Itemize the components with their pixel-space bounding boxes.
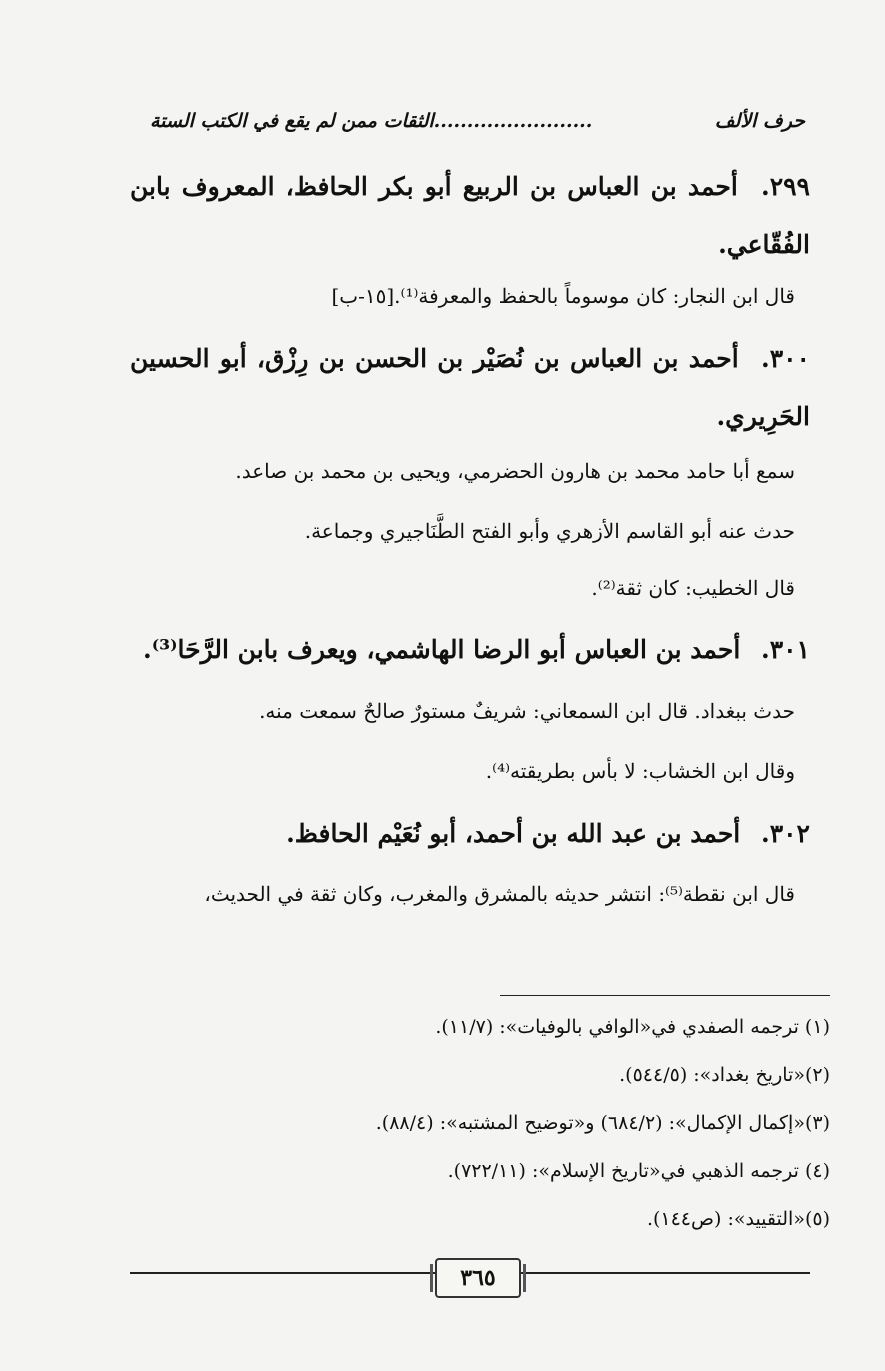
- entry-heading: [130, 621, 810, 679]
- entry-title: أحمد بن العباس بن الربيع أبو بكر الحافظ، المعروف بابن الفُقّاعي.: [130, 172, 810, 259]
- entry-paragraph: وقال ابن الخشاب: لا بأس بطريقته⁽⁴⁾.: [485, 759, 795, 783]
- entry-number: ٢٩٩.: [760, 172, 810, 201]
- entry-paragraph: قال ابن النجار: كان موسوماً بالحفظ والمعرفة⁽¹⁾.[١٥-ب]: [331, 284, 795, 308]
- footnote: (٢)«تاريخ بغداد»: (٥٤٤/٥).: [619, 1064, 830, 1086]
- footnote: (٤) ترجمه الذهبي في«تاريخ الإسلام»: (٧٢٢/١١).: [447, 1160, 830, 1182]
- footnote: (١) ترجمه الصفدي في«الوافي بالوفيات»: (١١/٧).: [435, 1016, 830, 1038]
- page-number: [435, 1258, 521, 1298]
- footer-rule-left: [130, 1272, 435, 1274]
- entry-title: أحمد بن العباس بن نُصَيْر بن الحسن بن رِزْق، أبو الحسين الحَرِيري.: [130, 344, 810, 431]
- entry-heading: [130, 330, 810, 446]
- entry-heading: [130, 805, 810, 863]
- entry-number: ٣٠٠.: [760, 344, 810, 373]
- entry-paragraph: سمع أبا حامد محمد بن هارون الحضرمي، ويحيى بن محمد بن صاعد.: [235, 459, 795, 483]
- entry-paragraph: قال ابن نقطة⁽⁵⁾: انتشر حديثه بالمشرق والمغرب، وكان ثقة في الحديث،: [204, 882, 795, 906]
- footnote: (٥)«التقييد»: (ص١٤٤).: [646, 1208, 830, 1230]
- book-title: ........................الثقات ممن لم يقع في الكتب الستة: [150, 110, 593, 132]
- entry-heading: [130, 158, 810, 274]
- entry-paragraph: حدث عنه أبو القاسم الأزهري وأبو الفتح الطَّنَاجيري وجماعة.: [304, 519, 795, 543]
- entry-number: ٣٠٢.: [760, 819, 810, 848]
- footnote-divider: [500, 995, 830, 996]
- footer-rule-right: [517, 1272, 810, 1274]
- entry-title: أحمد بن عبد الله بن أحمد، أبو نُعَيْم الحافظ.: [286, 819, 741, 848]
- running-header: [150, 104, 805, 138]
- chapter-title: حرف الألف: [714, 110, 805, 132]
- entry-paragraph: حدث ببغداد. قال ابن السمعاني: شريفٌ مستورٌ صالحٌ سمعت منه.: [259, 699, 795, 723]
- entry-title: أحمد بن العباس أبو الرضا الهاشمي، ويعرف بابن الرَّحَا⁽³⁾.: [142, 635, 741, 664]
- page-number-text: ٣٦٥: [460, 1265, 496, 1291]
- footnote: (٣)«إكمال الإكمال»: (٦٨٤/٢) و«توضيح المشتبه»: (٨٨/٤).: [375, 1112, 830, 1134]
- entry-paragraph: قال الخطيب: كان ثقة⁽²⁾.: [591, 576, 795, 600]
- entry-number: ٣٠١.: [760, 635, 810, 664]
